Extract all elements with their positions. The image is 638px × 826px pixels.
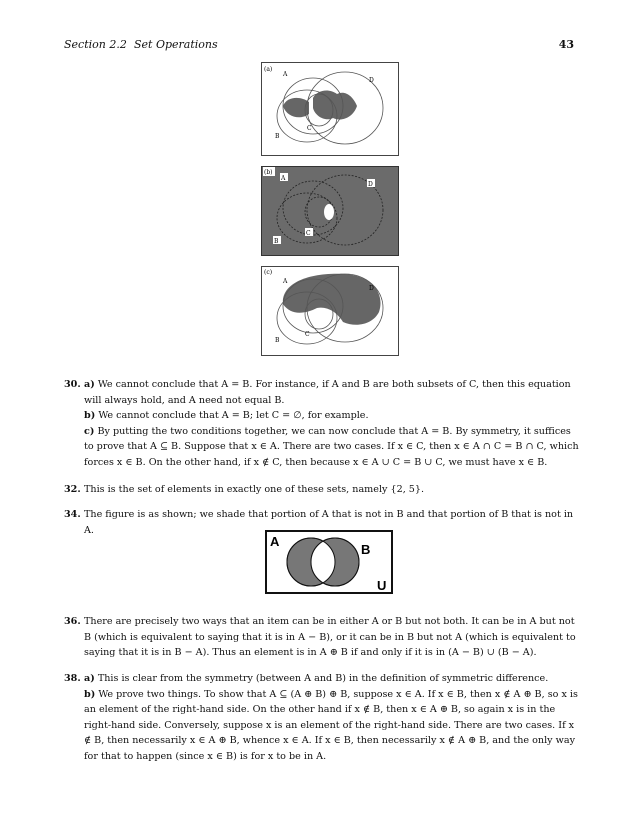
fig-a-tag: (a) bbox=[264, 66, 273, 73]
figure-a bbox=[261, 62, 399, 156]
svg-text:D: D bbox=[369, 285, 374, 292]
problem-38: 38. a) This is clear from the symmetry (between A and B) in the definition of symmetric difference. b) We prove two things. To show that A ⊆ (A ⊕ B) ⊕ B, suppose x ∈ A. If x ∈ B, then x ∉ A ⊕ B, so x is an element of the right-hand side. On the other hand if x ∉ B, then x ∈ A ⊕ B, so again x is in the right-hand side. Conversely, suppose x is an element of the right-hand side. There are two cases. If x ∉ B, then necessarily x ∈ A ⊕ B, whence x ∈ A. If x ∈ B, then necessarily x ∉ A ⊕ B, and the only way for that to happen (since x ∈ B) is for x to be in A. bbox=[64, 673, 578, 762]
figure-b bbox=[261, 166, 399, 256]
page-number: 43 bbox=[558, 38, 574, 51]
problem-32: 32. This is the set of elements in exactly one of these sets, namely {2, 5}. bbox=[64, 484, 425, 495]
svg-text:C: C bbox=[305, 331, 310, 338]
svg-text:A: A bbox=[270, 534, 280, 549]
svg-text:D: D bbox=[369, 77, 374, 84]
section-label: Section 2.2 bbox=[64, 38, 127, 51]
problem-number: 30. bbox=[64, 379, 81, 390]
svg-text:(c): (c) bbox=[264, 269, 273, 276]
svg-text:A: A bbox=[283, 71, 288, 78]
svg-text:C: C bbox=[306, 230, 311, 237]
svg-text:B: B bbox=[275, 133, 280, 140]
section-title: Set Operations bbox=[134, 38, 218, 51]
svg-text:B: B bbox=[275, 337, 280, 344]
venn-symmetric-difference bbox=[265, 530, 393, 594]
svg-text:D: D bbox=[368, 181, 373, 188]
figure-c bbox=[261, 266, 399, 356]
problem-30: 30. a) We cannot conclude that A = B. For instance, if A and B are both subsets of C, then this equation will always hold, and A need not equal B. b) We cannot conclude that A = B; let C = ∅, for example. c) By putting the two conditions together, we can now conclude that A = B. By symmetry, it suffices to prove that A ⊆ B. Suppose that x ∈ A. There are two cases. If x ∈ C, then x ∈ A ∩ C = B ∩ C, which forces x ∈ B. On the other hand, if x ∉ C, then because x ∈ A ∪ C = B ∪ C, we must have x ∈ B. bbox=[64, 379, 579, 468]
svg-text:(b): (b) bbox=[264, 169, 273, 176]
svg-text:B: B bbox=[361, 542, 371, 557]
page-header bbox=[64, 38, 574, 54]
svg-text:A: A bbox=[283, 278, 288, 285]
svg-text:U: U bbox=[377, 578, 387, 593]
svg-text:C: C bbox=[307, 125, 312, 132]
svg-text:B: B bbox=[274, 238, 279, 245]
svg-text:A: A bbox=[281, 175, 286, 182]
problem-34: 34. The figure is as shown; we shade that portion of A that is not in B and that portion of B that is not in A. bbox=[64, 509, 574, 536]
problem-36: 36. There are precisely two ways that an item can be in either A or B but not both. It can be in A but not B (which is equivalent to saying that it is in A − B), or it can be in B but not A (which is equivalent to saying that it is in B − A). Thus an element is in A ⊕ B if and only if it is in (A − B) ∪ (B − A). bbox=[64, 616, 576, 658]
